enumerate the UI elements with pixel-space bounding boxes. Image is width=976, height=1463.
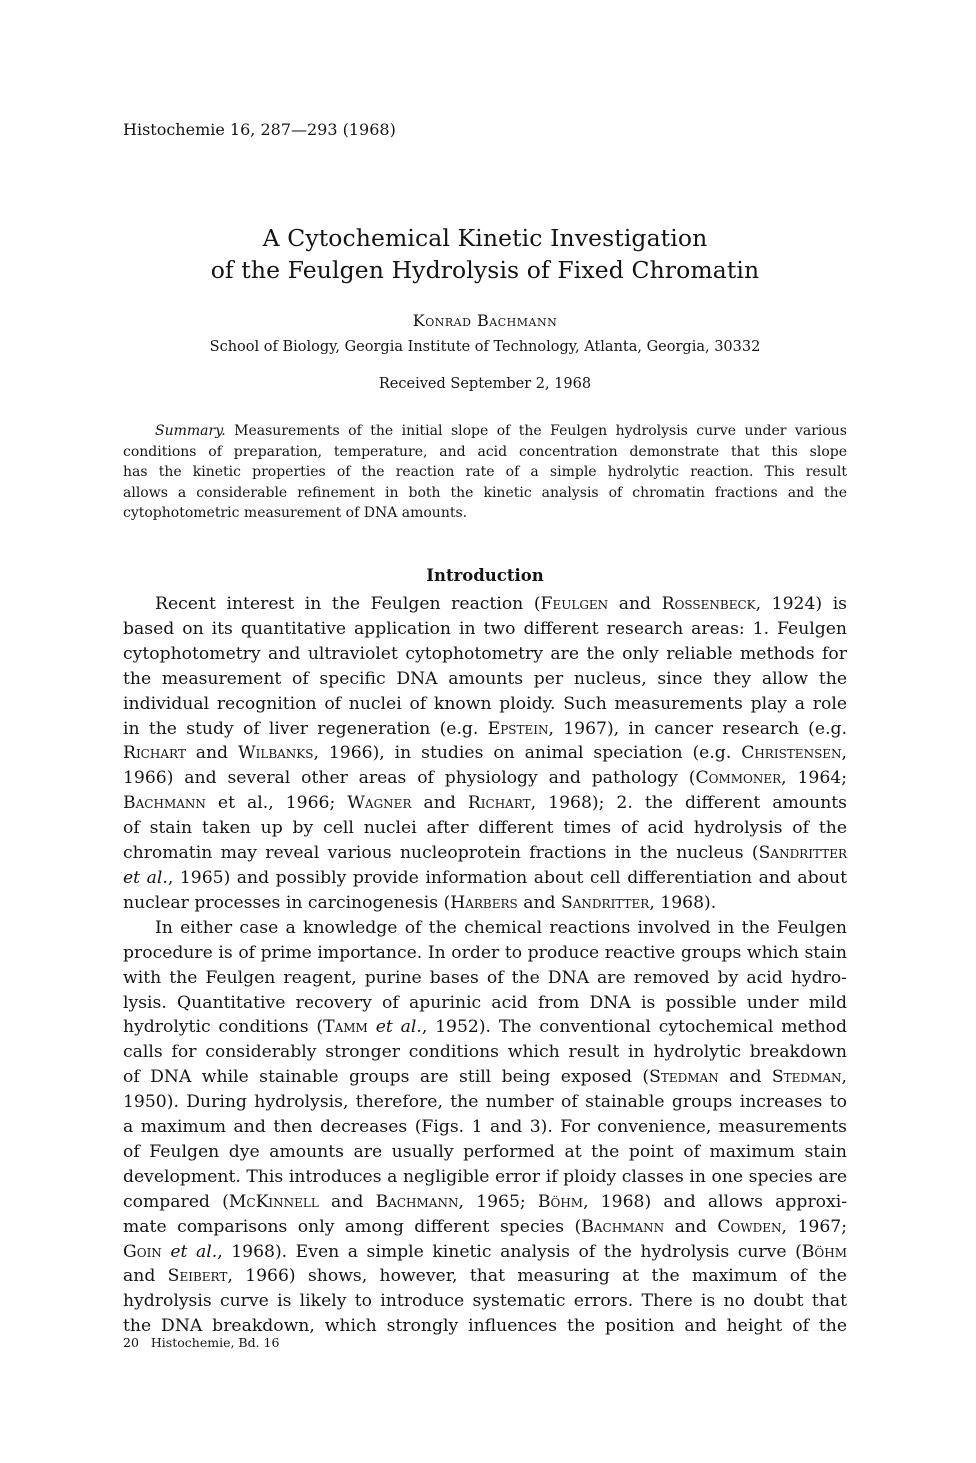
- body-line: [123, 1264, 847, 1289]
- body-text-run: of Feulgen dye amounts are usually performed at the point of maximum stain: [123, 1141, 847, 1162]
- body-text-run: development. This introduces a negligible error if ploidy classes in one species are: [123, 1166, 847, 1187]
- summary-line: allows a considerable refinement in both the kinetic analysis of chromatin fractions and the: [123, 484, 847, 501]
- body-line: [123, 1140, 847, 1165]
- body-line: [123, 592, 847, 617]
- author-citation: Christensen: [741, 743, 842, 764]
- body-text-run: based on its quantitative application in two different research areas: 1. Feulgen: [123, 618, 847, 639]
- author-citation: Cowden: [717, 1216, 782, 1237]
- body-text-run: , 1968); 2. the different amounts: [530, 793, 848, 814]
- body-text-run: and: [411, 793, 468, 814]
- body-text-run: in the study of liver regeneration (e.g.: [123, 718, 488, 739]
- body-line: [123, 941, 847, 966]
- body-line: [123, 1065, 847, 1090]
- body-line: [123, 891, 847, 916]
- body-line: [123, 642, 847, 667]
- body-line: [123, 1090, 847, 1115]
- author-citation: Böhm: [801, 1241, 848, 1262]
- author-citation: Commoner: [695, 768, 782, 789]
- body-text-run: of stain taken up by cell nuclei after different times of acid hydrolysis of the: [123, 818, 847, 839]
- body-line: [123, 966, 847, 991]
- page-footer: [123, 1334, 279, 1352]
- body-text-run: nuclear processes in carcinogenesis (: [123, 892, 451, 913]
- body-text-run: hydrolytic conditions (: [123, 1017, 324, 1038]
- author-citation: Bachmann: [123, 793, 206, 814]
- body-text-run: 1966) and several other areas of physiology and pathology (: [123, 768, 696, 789]
- body-text-run: 1950). During hydrolysis, therefore, the number of stainable groups increases to: [123, 1092, 847, 1113]
- body-line: [123, 916, 847, 941]
- body-line: [123, 741, 847, 766]
- body-text-run: and: [185, 743, 238, 764]
- introduction-body: [123, 592, 847, 1339]
- received-date: Received September 2, 1968: [378, 376, 592, 392]
- summary-line: conditions of preparation, temperature, and acid concentration demonstrate that this slope: [123, 443, 847, 460]
- body-text-run: , 1968) and allows approxi-: [583, 1191, 847, 1212]
- paper-title-line-2: of the Feulgen Hydrolysis of Fixed Chromatin: [210, 256, 760, 284]
- body-text-run: the measurement of specific DNA amounts per nucleus, since they allow the: [123, 668, 847, 689]
- body-text-run: ,: [841, 1067, 847, 1088]
- summary-label: Summary.: [155, 423, 226, 439]
- author-citation: Richart: [467, 793, 531, 814]
- author-citation: Seibert: [167, 1266, 228, 1287]
- body-line: [123, 1190, 847, 1215]
- body-line: [123, 667, 847, 692]
- body-text-run: with the Feulgen reagent, purine bases of the DNA are removed by acid hydro-: [123, 967, 847, 988]
- body-line: [123, 841, 847, 866]
- author-citation: McKinnell: [228, 1191, 319, 1212]
- body-text-run: lysis. Quantitative recovery of apurinic acid from DNA is possible under mild: [123, 992, 847, 1013]
- author-citation: Tamm: [323, 1017, 368, 1038]
- body-text-run: , 1965) and possibly provide information about cell differentiation and about: [167, 867, 847, 888]
- author-citation: Stedman: [649, 1067, 719, 1088]
- body-text-run: , 1965;: [458, 1191, 538, 1212]
- body-text-run: Recent interest in the Feulgen reaction (: [155, 594, 541, 614]
- body-text-run: [368, 1017, 376, 1037]
- body-text-run: chromatin may reveal various nucleoprotein fractions in the nucleus (: [123, 843, 759, 864]
- paper-title-line-1: A Cytochemical Kinetic Investigation: [262, 224, 708, 252]
- author-citation: Goin: [123, 1241, 162, 1262]
- author-citation: Böhm: [537, 1191, 584, 1212]
- body-text-run: ,: [841, 743, 848, 764]
- summary-abstract: [123, 421, 847, 524]
- body-line: [123, 1215, 847, 1240]
- body-text-run: mate comparisons only among different species (: [123, 1216, 582, 1237]
- author-citation: Feulgen: [540, 594, 609, 614]
- author-citation: Rossenbeck: [661, 594, 756, 614]
- body-line: [123, 1289, 847, 1314]
- summary-line: has the kinetic properties of the reaction rate of a simple hydrolytic reaction. This result: [123, 464, 847, 480]
- author-affiliation: School of Biology, Georgia Institute of Technology, Atlanta, Georgia, 30332: [209, 339, 761, 355]
- body-text-run: and: [718, 1067, 772, 1088]
- body-text-run: , 1967;: [781, 1216, 847, 1237]
- body-text-run: , 1967), in cancer research (e.g.: [548, 718, 847, 739]
- author-citation: Harbers: [450, 892, 518, 913]
- body-line: [123, 617, 847, 642]
- body-text-run: the DNA breakdown, which strongly influences the position and height of the: [123, 1316, 847, 1337]
- author-citation: Bachmann: [581, 1216, 665, 1237]
- summary-line: cytophotometric measurement of DNA amounts.: [123, 505, 468, 521]
- summary-line: [123, 421, 847, 442]
- body-text-run: , 1968). Even a simple kinetic analysis of the hydrolysis curve (: [217, 1241, 802, 1262]
- body-text-run: and: [664, 1216, 718, 1237]
- author-citation: Epstein: [487, 718, 549, 739]
- body-line: [123, 1040, 847, 1065]
- body-text-run: In either case a knowledge of the chemical reactions involved in the Feulgen: [155, 917, 847, 938]
- footer-journal: Histochemie, Bd. 16: [150, 1335, 280, 1350]
- body-text-run: individual recognition of nuclei of known ploidy. Such measurements play a role: [123, 693, 847, 714]
- section-heading-introduction: Introduction: [426, 566, 544, 585]
- author-citation: Richart: [123, 743, 186, 764]
- body-text-run: calls for considerably stronger conditions which result in hydrolytic breakdown: [123, 1042, 847, 1063]
- body-line: [123, 866, 847, 891]
- author-citation: Sandritter: [560, 892, 650, 913]
- body-text-run: cytophotometry and ultraviolet cytophotometry are the only reliable methods for: [123, 643, 847, 664]
- summary-text: Measurements of the initial slope of the Feulgen hydrolysis curve under various: [225, 423, 847, 439]
- body-line: [123, 991, 847, 1016]
- body-text-run: and: [608, 594, 662, 614]
- author-name: Konrad Bachmann: [412, 311, 558, 330]
- italic-text: et al.: [375, 1017, 422, 1038]
- body-text-run: , 1968).: [649, 892, 717, 913]
- body-text-run: et al., 1966;: [205, 793, 348, 814]
- body-line: [123, 1115, 847, 1140]
- body-text-run: compared (: [123, 1191, 229, 1212]
- body-text-run: and: [318, 1191, 376, 1212]
- journal-reference: Histochemie 16, 287—293 (1968): [123, 120, 396, 139]
- author-citation: Wagner: [347, 793, 412, 814]
- body-text-run: , 1924) is: [755, 594, 848, 614]
- body-text-run: , 1964;: [781, 768, 847, 789]
- body-line: [123, 1240, 847, 1265]
- body-line: [123, 791, 847, 816]
- body-text-run: , 1966) shows, however, that measuring at the maximum of the: [227, 1266, 847, 1287]
- page-number: 20: [123, 1335, 139, 1350]
- body-text-run: a maximum and then decreases (Figs. 1 and 3). For convenience, measurements: [123, 1117, 847, 1138]
- body-text-run: hydrolysis curve is likely to introduce systematic errors. There is no doubt that: [123, 1291, 847, 1312]
- author-citation: Wilbanks: [237, 743, 314, 764]
- body-line: [123, 1165, 847, 1190]
- body-line: [123, 766, 847, 791]
- body-text-run: of DNA while stainable groups are still being exposed (: [123, 1067, 650, 1088]
- author-citation: Bachmann: [375, 1191, 459, 1212]
- body-line: [123, 717, 847, 742]
- italic-text: et al.: [170, 1241, 218, 1262]
- italic-text: et al.: [123, 867, 168, 888]
- body-text-run: , 1952). The conventional cytochemical method: [421, 1017, 848, 1038]
- body-text-run: and: [123, 1266, 168, 1287]
- body-text-run: , 1966), in studies on animal speciation (e.g.: [313, 743, 742, 764]
- body-line: [123, 692, 847, 717]
- body-line: [123, 816, 847, 841]
- author-citation: Sandritter: [758, 843, 847, 864]
- body-text-run: procedure is of prime importance. In order to produce reactive groups which stain: [123, 942, 847, 963]
- body-text-run: and: [517, 892, 561, 913]
- body-line: [123, 1015, 847, 1040]
- author-citation: Stedman: [771, 1067, 842, 1088]
